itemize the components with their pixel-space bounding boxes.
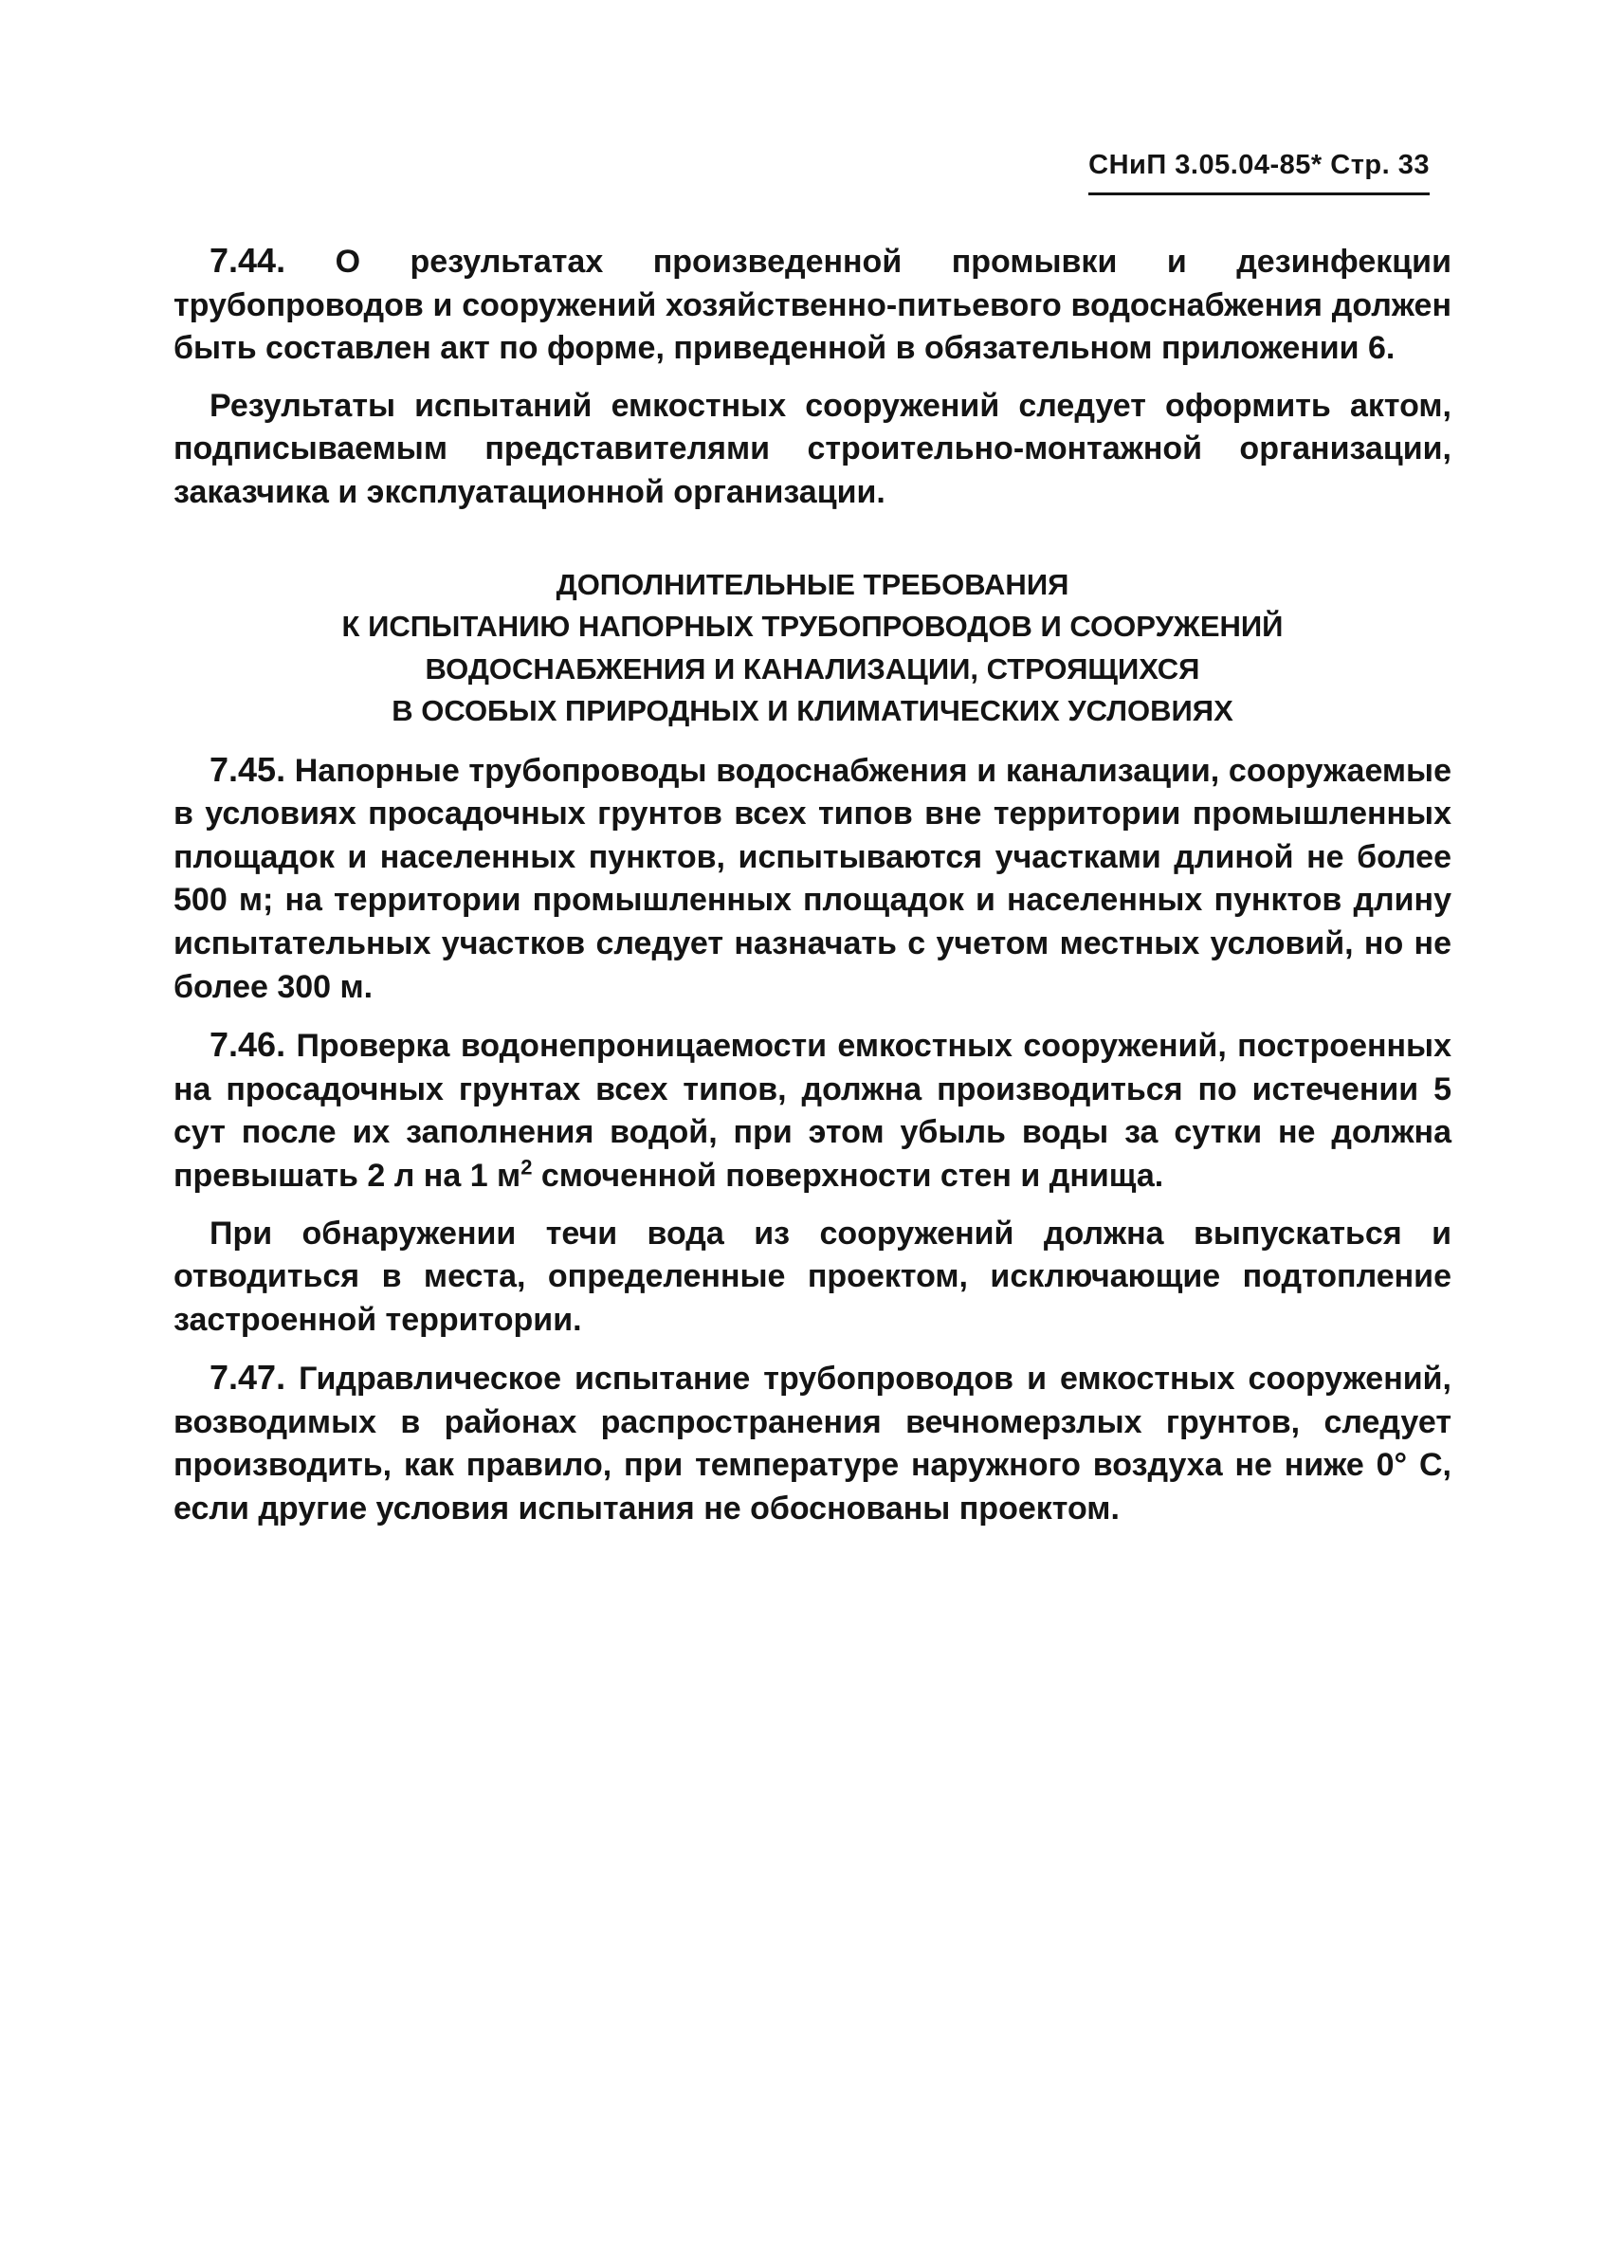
paragraph-text: Проверка водонепроницаемости емкостных сооружений, построенных на просадочных грунтах всех типов, должна производиться по истечении 5 сут после их заполнения водой, при этом убыль воды за сутки не должна превышать 2 л на 1 м <box>173 1028 1451 1194</box>
paragraph-7-44-continuation <box>173 385 1451 515</box>
heading-line: ДОПОЛНИТЕЛЬНЫЕ ТРЕБОВАНИЯ <box>556 567 1069 601</box>
paragraph-7-47 <box>173 1356 1451 1530</box>
paragraph-text: О результатах произведенной промывки и дезинфекции трубопроводов и сооружений хозяйственно-питьевого водоснабжения должен быть составлен акт по форме, приведенной в обязательном приложении 6. <box>173 244 1451 367</box>
clause-number: 7.45. <box>210 749 286 789</box>
clause-number: 7.47. <box>210 1358 286 1398</box>
superscript: 2 <box>520 1155 533 1180</box>
page-header: СНиП 3.05.04-85* Стр. 33 <box>1088 150 1430 195</box>
clause-number: 7.46. <box>210 1025 286 1065</box>
section-heading <box>173 564 1451 733</box>
paragraph-text: Напорные трубопроводы водоснабжения и канализации, сооружаемые в условиях просадочных грунтов всех типов вне территории промышленных площадок и населенных пунктов, испытываются участками длиной не более 500 м; на территории промышленных площадок и населенных пунктов длину испытательных участков следует назначать с учетом местных условий, но не более 300 м. <box>173 752 1451 1005</box>
paragraph-text: Результаты испытаний емкостных сооружений следует оформить актом, подписываемым представителями строительно-монтажной организации, заказчика и эксплуатационной организации. <box>173 387 1451 510</box>
paragraph-text: Гидравлическое испытание трубопроводов и емкостных сооружений, возводимых в районах распространения вечномерзлых грунтов, следует производить, как правило, при температуре наружного воздуха не ниже 0° С, если другие условия испытания не обоснованы проектом. <box>173 1361 1451 1527</box>
heading-line: ВОДОСНАБЖЕНИЯ И КАНАЛИЗАЦИИ, СТРОЯЩИХСЯ <box>425 651 1200 686</box>
paragraph-7-46 <box>173 1023 1451 1198</box>
clause-number: 7.44. <box>210 241 286 280</box>
paragraph-7-44 <box>173 239 1451 371</box>
paragraph-text: смоченной поверхности стен и днища. <box>532 1157 1164 1194</box>
document-body <box>173 239 1451 1546</box>
heading-line: В ОСОБЫХ ПРИРОДНЫХ И КЛИМАТИЧЕСКИХ УСЛОВИЯХ <box>392 694 1233 728</box>
paragraph-7-45 <box>173 748 1451 1010</box>
heading-line: К ИСПЫТАНИЮ НАПОРНЫХ ТРУБОПРОВОДОВ И СООРУЖЕНИЙ <box>341 610 1284 644</box>
paragraph-text: При обнаружении течи вода из сооружений должна выпускаться и отводиться в места, определенные проектом, исключающие подтопление застроенной территории. <box>173 1215 1451 1338</box>
paragraph-7-46-continuation <box>173 1213 1451 1343</box>
